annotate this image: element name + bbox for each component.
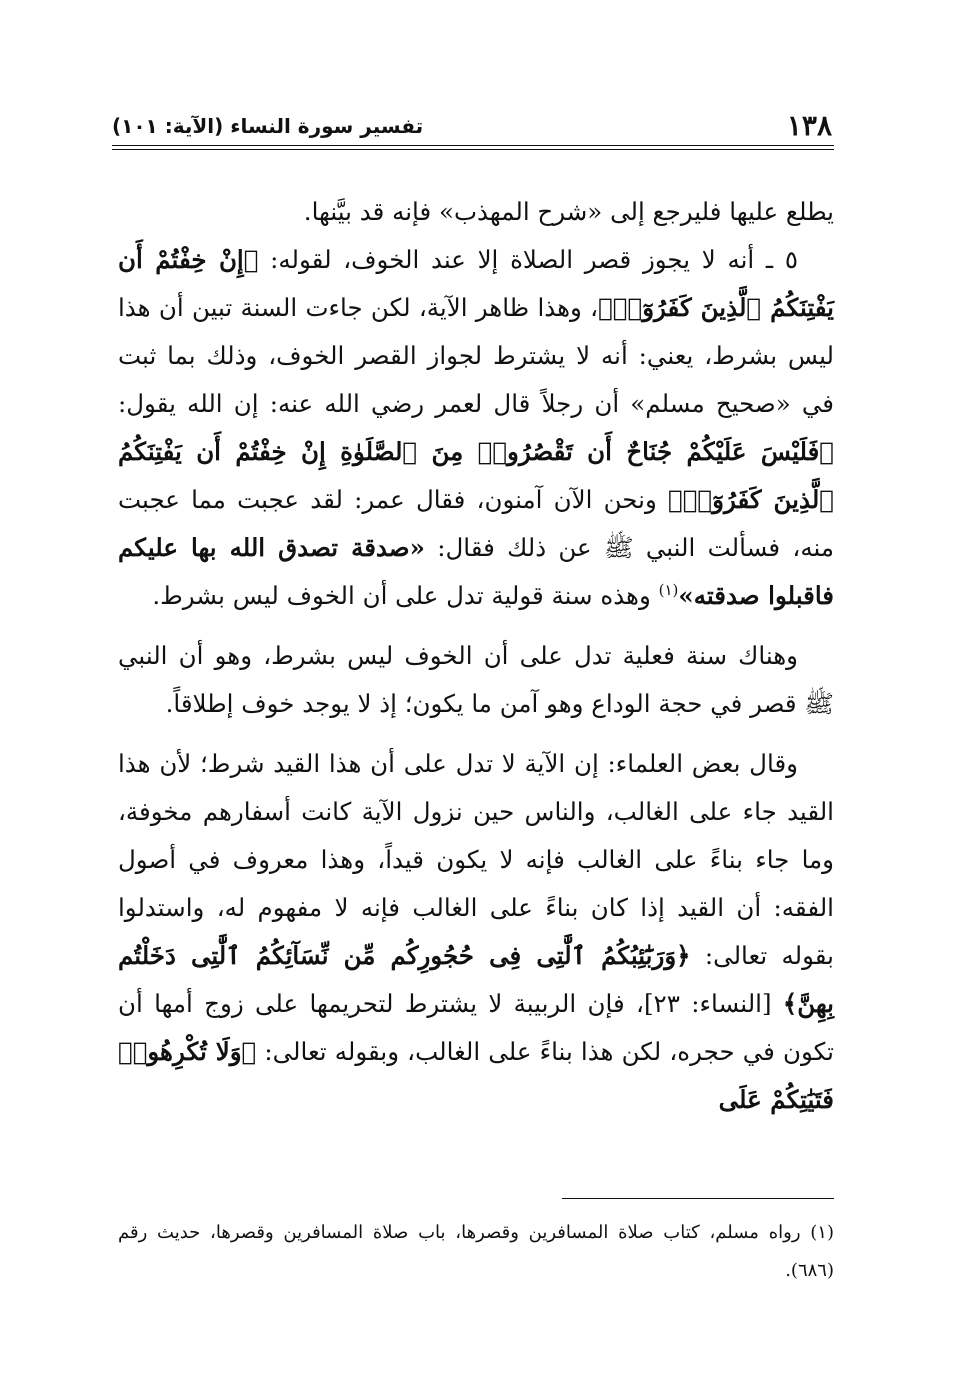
text-run: ٥ ـ أنه لا يجوز قصر الصلاة إلا عند الخوف، لقوله: (258, 245, 798, 274)
paragraph (118, 740, 834, 1124)
text-run: ، وهذا ظاهر الآية، لكن جاءت السنة تبين أن هذا ليس بشرط، يعني: أنه لا يشترط لجواز القصر الخوف، وذلك بما ثبت في «صحيح مسلم» أن رجلاً قال لعمر رضي الله عنه: إن الله يقول: (118, 293, 834, 418)
main-text (118, 188, 834, 1124)
quran-verse: ﴿إِنْ خِفْتُمْ أَن يَفْتِنَكُمُ ٱلَّذِينَ كَفَرُوٓا۟﴾ (118, 245, 834, 322)
quran-verse: ﴿فَلَيْسَ عَلَيْكُمْ جُنَاحٌ أَن تَقْصُرُوا۟ مِنَ ٱلصَّلَوٰةِ إِنْ خِفْتُمْ أَن يَفْتِنَكُمُ ٱلَّذِينَ كَفَرُوٓا۟﴾ (118, 437, 834, 514)
text-run: وهذه سنة قولية تدل على أن الخوف ليس بشرط. (152, 581, 659, 610)
footnotes (118, 1214, 834, 1290)
header-rule-top (112, 145, 834, 146)
text-run: وهناك سنة فعلية تدل على أن الخوف ليس بشرط، وهو أن النبي ﷺ قصر في حجة الوداع وهو آمن ما يكون؛ إذ لا يوجد خوف إطلاقاً. (118, 641, 834, 718)
paragraph (118, 236, 834, 620)
paragraph (118, 632, 834, 728)
page-header (112, 108, 832, 144)
header-rule-bottom (112, 149, 834, 150)
quran-verse: ﴿وَلَا تُكْرِهُوا۟ فَتَيَٰتِكُمْ عَلَى (118, 1037, 834, 1114)
text-run: يطلع عليها فليرجع إلى «شرح المهذب» فإنه قد بيَّنها. (303, 197, 834, 226)
page-number: ١٣٨ (786, 109, 832, 142)
footnote-reference[interactable]: (١) (658, 580, 679, 599)
hadith-quote: «صدقة تصدق الله بها عليكم فاقبلوا صدقته» (118, 533, 834, 610)
paragraph (118, 188, 834, 236)
footnote-separator (562, 1198, 834, 1199)
quran-verse: ﴿وَرَبَٰٓئِبُكُمُ ٱلَّٰتِى فِى حُجُورِكُم مِّن نِّسَآئِكُمُ ٱلَّٰتِى دَخَلْتُم بِهِنَّ﴾ (118, 941, 834, 1018)
text-run: ونحن الآن آمنون، فقال عمر: لقد عجبت مما عجبت منه، فسألت النبي ﷺ عن ذلك فقال: (118, 485, 834, 562)
text-run: [النساء: ٢٣]، فإن الربيبة لا يشترط لتحريمها على زوج أمها أن تكون في حجره، لكن هذا بناءً على الغالب، وبقوله تعالى: (118, 989, 834, 1066)
running-title: تفسير سورة النساء (الآية: ١٠١) (112, 114, 424, 138)
text-run: وقال بعض العلماء: إن الآية لا تدل على أن هذا القيد شرط؛ لأن هذا القيد جاء على الغالب، والناس حين نزول الآية كانت أسفارهم مخوفة، وما جاء بناءً على الغالب فإنه لا يكون قيداً، وهذا معروف في أصول الفقه: أن القيد إذا كان بناءً على الغالب فإنه لا مفهوم له، واستدلوا بقوله تعالى: (118, 749, 834, 970)
footnote: (١) رواه مسلم، كتاب صلاة المسافرين وقصرها، باب صلاة المسافرين وقصرها، حديث رقم (٦٨٦). (118, 1222, 834, 1281)
